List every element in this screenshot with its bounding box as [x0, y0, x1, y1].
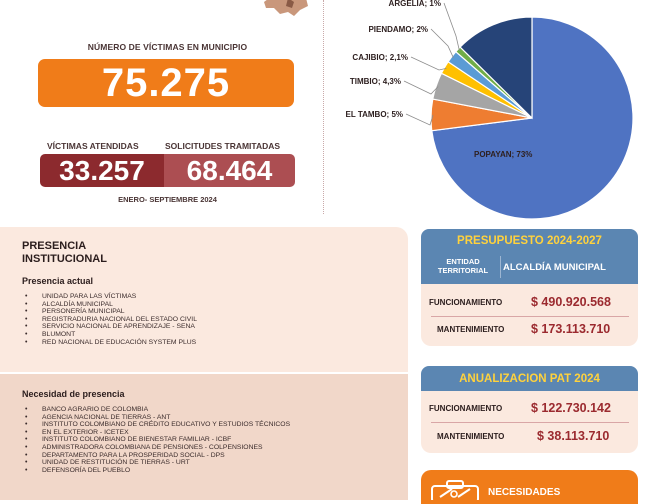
list-item: • AGENCIA NACIONAL DE TIERRAS - ANT	[22, 414, 290, 422]
list-item: • EN EL EXTERIOR - ICETEX	[22, 429, 290, 437]
needs-label: NECESIDADES	[488, 487, 561, 498]
presence-title-line2: INSTITUCIONAL	[22, 253, 107, 265]
pat-row-label: FUNCIONAMIENTO	[429, 404, 503, 413]
needed-presence-title: Necesidad de presencia	[22, 389, 125, 399]
list-item: • INSTITUTO COLOMBIANO DE CRÉDITO EDUCATIVO Y ESTUDIOS TÉCNICOS	[22, 421, 290, 429]
pie-data-label: POPAYAN; 73%	[474, 150, 533, 159]
period-label: ENERO- SEPTIEMBRE 2024	[118, 195, 217, 204]
pie-leader-line	[404, 81, 438, 94]
list-item: • ADMINISTRADORA COLOMBIANA DE PENSIONES - COLPENSIONES	[22, 444, 290, 452]
pie-leader-line	[406, 114, 433, 125]
budget-row-value: $ 173.113.710	[531, 322, 611, 336]
pie-leader-line	[431, 29, 453, 58]
map-fragment-icon	[262, 0, 308, 16]
list-item: • RED NACIONAL DE EDUCACIÓN SYSTEM PLUS	[22, 339, 197, 347]
section-divider	[323, 0, 324, 214]
entity-separator	[500, 256, 501, 278]
list-item: • SERVICIO NACIONAL DE APRENDIZAJE - SENA	[22, 323, 197, 331]
entity-value: ALCALDÍA MUNICIPAL	[503, 262, 606, 273]
list-item: • DEPARTAMENTO PARA LA PROSPERIDAD SOCIAL - DPS	[22, 452, 290, 460]
pat-row-value: $ 122.730.142	[531, 401, 611, 415]
budget-row-funcionamiento	[421, 290, 638, 316]
budget-row-label: FUNCIONAMIENTO	[429, 298, 503, 307]
attended-value: 33.257	[40, 154, 164, 187]
current-presence-title: Presencia actual	[22, 276, 94, 286]
list-item: • INSTITUTO COLOMBIANO DE BIENESTAR FAMILIAR - ICBF	[22, 436, 290, 444]
list-item: • BLUMONT	[22, 331, 197, 339]
requests-value: 68.464	[164, 154, 295, 187]
victims-count-value: 75.275	[38, 59, 294, 107]
pat-title: ANUALIZACION PAT 2024	[421, 366, 638, 391]
pie-data-label: CAJIBIO; 2,1%	[352, 53, 408, 62]
row-divider	[431, 422, 629, 423]
pie-data-label: TIMBIO; 4,3%	[349, 77, 401, 86]
list-item: • UNIDAD DE RESTITUCIÓN DE TIERRAS - URT	[22, 459, 290, 467]
pie-data-label: ARGELIA; 1%	[388, 0, 441, 8]
tools-icon	[430, 479, 480, 500]
entity-label: ENTIDAD TERRITORIAL	[437, 257, 489, 275]
pie-leader-line	[411, 57, 446, 70]
victims-by-municipality-pie	[328, 0, 648, 222]
list-item: • ALCALDÍA MUNICIPAL	[22, 301, 197, 309]
pie-data-label: EL TAMBO; 5%	[345, 110, 403, 119]
pat-row-mantenimiento	[421, 424, 638, 450]
list-item: • UNIDAD PARA LAS VÍCTIMAS	[22, 293, 197, 301]
budget-row-label: MANTENIMIENTO	[437, 325, 505, 334]
list-item: • BANCO AGRARIO DE COLOMBIA	[22, 406, 290, 414]
list-item: • DEFENSORÍA DEL PUEBLO	[22, 467, 290, 475]
list-item: • PERSONERÍA MUNICIPAL	[22, 308, 197, 316]
pat-row-label: MANTENIMIENTO	[437, 432, 505, 441]
budget-row-value: $ 490.920.568	[531, 295, 611, 309]
pat-row-value: $ 38.113.710	[537, 429, 610, 443]
current-presence-list	[22, 293, 197, 346]
budget-title: PRESUPUESTO 2024-2027	[421, 229, 638, 252]
requests-label: SOLICITUDES TRAMITADAS	[165, 141, 281, 151]
attended-label: VÍCTIMAS ATENDIDAS	[47, 141, 139, 151]
presence-title	[22, 240, 107, 266]
needed-presence-list	[22, 406, 290, 474]
pie-leader-line	[444, 3, 459, 51]
budget-row-mantenimiento	[421, 317, 638, 343]
presence-title-line1: PRESENCIA	[22, 240, 87, 252]
victims-count-label: NÚMERO DE VÍCTIMAS EN MUNICIPIO	[87, 42, 248, 52]
list-item: • REGISTRADURIA NACIONAL DEL ESTADO CIVIL	[22, 316, 197, 324]
pat-row-funcionamiento	[421, 396, 638, 422]
pie-data-label: PIENDAMO; 2%	[368, 25, 428, 34]
